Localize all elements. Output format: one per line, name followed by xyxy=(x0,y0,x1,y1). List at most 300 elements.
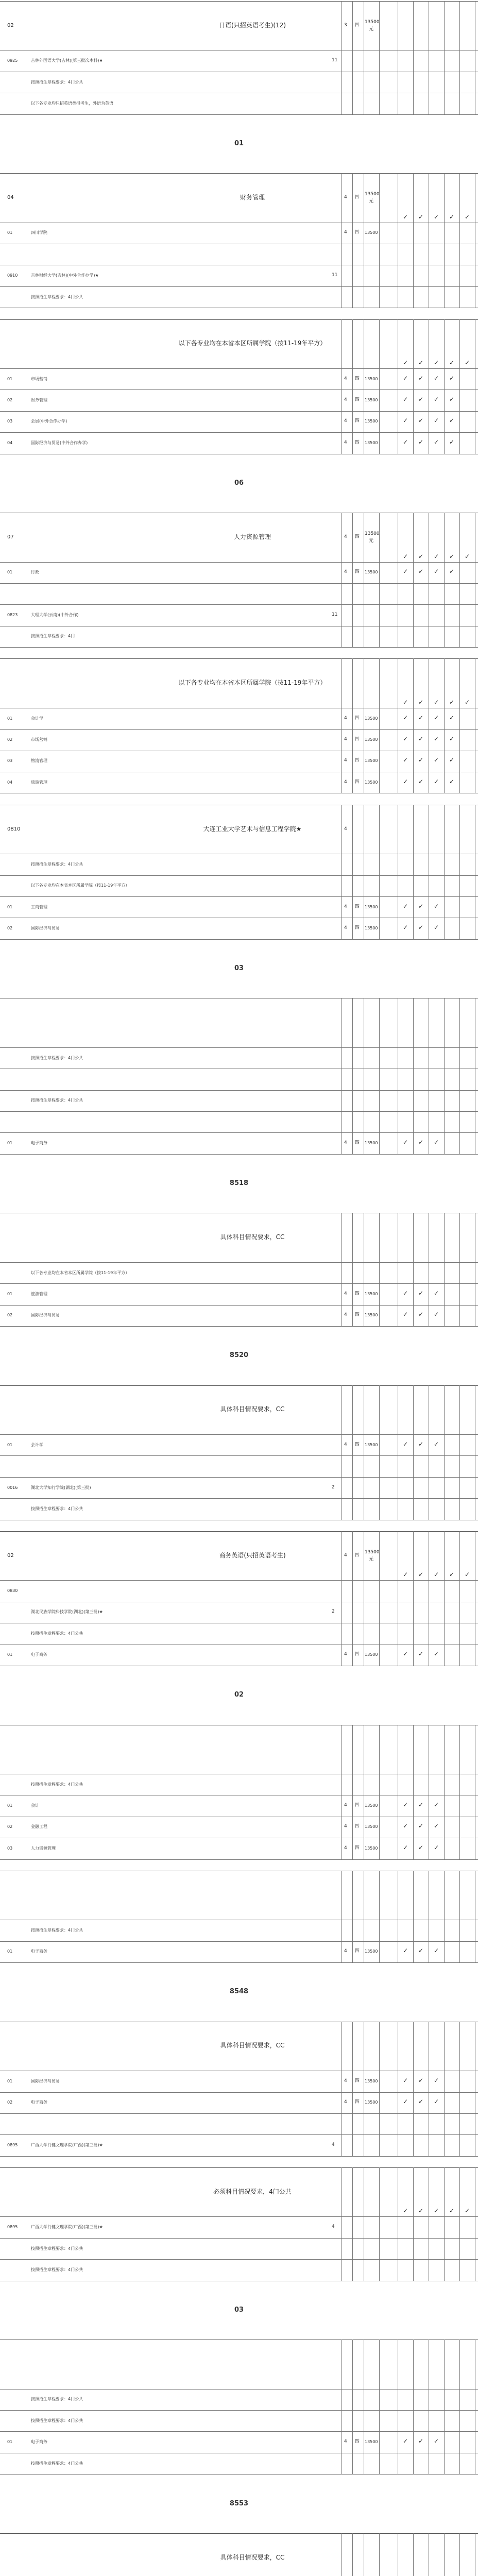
row-name: 按照招生章程要求：4门公共 xyxy=(31,2246,83,2251)
row-name: 金融工程 xyxy=(31,1824,47,1829)
row-check-mark: ✓ xyxy=(418,2098,424,2106)
row-code: 03 xyxy=(7,1845,13,1851)
row-name: 以下各专业均只招英语类报考生，外语为英语 xyxy=(31,100,113,106)
row-name: 广西大学行健文理学院(广西)(第三批)★ xyxy=(31,2143,103,2148)
table-block xyxy=(0,805,478,939)
row-years: 4 xyxy=(344,2099,347,2105)
row-type: 四 xyxy=(355,2078,360,2083)
header-title: 具体科目情况要求，CC xyxy=(220,2042,285,2049)
table-block xyxy=(0,2340,478,2474)
row-name: 会计学 xyxy=(31,1442,43,1447)
header-check-mark: ✓ xyxy=(465,552,470,560)
row-code: 0925 xyxy=(7,58,18,63)
table-header-row xyxy=(0,1871,478,1920)
row-check-mark: ✓ xyxy=(403,1289,408,1297)
row-name: 会计 xyxy=(31,1803,39,1808)
row-count: 11 xyxy=(332,273,338,278)
row-code: 01 xyxy=(7,1442,13,1447)
section-banner xyxy=(0,2486,478,2522)
row-fee: 13500 xyxy=(365,1291,378,1296)
row-check-mark: ✓ xyxy=(434,924,439,931)
header-title: 具体科目情况要求，CC xyxy=(220,1405,285,1413)
row-name: 旅游管理 xyxy=(31,1291,47,1296)
row-check-mark: ✓ xyxy=(403,735,408,743)
row-type: 四 xyxy=(355,397,360,403)
row-check-mark: ✓ xyxy=(418,417,424,425)
row-code: 01 xyxy=(7,904,13,909)
table-row xyxy=(0,1580,478,1602)
banner-code: 8553 xyxy=(229,2499,249,2507)
header-check-mark: ✓ xyxy=(449,2207,455,2215)
header-fee: 13500 xyxy=(365,19,380,25)
row-check-mark: ✓ xyxy=(449,735,455,743)
table-block xyxy=(0,319,478,454)
row-code: 02 xyxy=(7,737,13,742)
header-check-mark: ✓ xyxy=(418,213,424,221)
row-check-mark: ✓ xyxy=(418,1947,424,1955)
header-code: 07 xyxy=(7,534,14,540)
row-check-mark: ✓ xyxy=(434,417,439,425)
row-name: 按照招生章程要求：4门公共 xyxy=(31,1631,83,1636)
row-name: 按照招生章程要求：4门公共 xyxy=(31,1055,83,1060)
row-name: 会展(中外合作办学) xyxy=(31,419,67,424)
banner-code: 8548 xyxy=(229,1988,249,1996)
row-name: 旅游管理 xyxy=(31,779,47,785)
row-check-mark: ✓ xyxy=(434,2098,439,2106)
row-check-mark: ✓ xyxy=(403,924,408,931)
row-name: 大理大学(云南)(中外合作) xyxy=(31,613,79,618)
row-fee: 13500 xyxy=(365,419,378,424)
table-block xyxy=(0,658,478,793)
row-name: 按照招生章程要求：4门公共 xyxy=(31,2267,83,2272)
row-name: 按照招生章程要求：4门公共 xyxy=(31,294,83,299)
header-check-mark: ✓ xyxy=(465,359,470,367)
row-code: 01 xyxy=(7,376,13,381)
section-banner xyxy=(0,1974,478,2010)
row-name: 以下各专业均在本省本区所属学院（按11-19年平方） xyxy=(31,883,130,888)
row-fee: 13500 xyxy=(365,398,378,403)
row-years: 4 xyxy=(344,904,347,909)
row-name: 电子商务 xyxy=(31,1652,47,1657)
row-code: 01 xyxy=(7,1803,13,1808)
banner-code: 03 xyxy=(234,964,244,973)
row-years: 4 xyxy=(344,2439,347,2445)
row-check-mark: ✓ xyxy=(449,438,455,446)
row-fee: 13500 xyxy=(365,716,378,721)
table-block xyxy=(0,1385,478,1520)
row-check-mark: ✓ xyxy=(434,1289,439,1297)
header-code: 02 xyxy=(7,1552,14,1558)
header-check-mark: ✓ xyxy=(418,552,424,560)
banner-code: 03 xyxy=(234,2306,244,2314)
table-header-row xyxy=(0,1725,478,1774)
row-type: 四 xyxy=(355,1845,360,1851)
row-fee: 13500 xyxy=(365,2100,378,2105)
header-check-mark: ✓ xyxy=(465,213,470,221)
row-type: 四 xyxy=(355,715,360,721)
row-code: 01 xyxy=(7,2078,13,2083)
row-type: 四 xyxy=(355,1652,360,1657)
row-name: 电子商务 xyxy=(31,1141,47,1146)
header-fee-unit: 元 xyxy=(369,198,374,204)
row-type: 四 xyxy=(355,230,360,235)
header-check-mark: ✓ xyxy=(418,359,424,367)
table-block xyxy=(0,1531,478,1666)
row-code: 01 xyxy=(7,570,13,575)
row-years: 4 xyxy=(344,737,347,742)
row-name: 按照招生章程要求：4门公共 xyxy=(31,2461,83,2466)
row-check-mark: ✓ xyxy=(403,1650,408,1658)
row-check-mark: ✓ xyxy=(434,777,439,785)
row-check-mark: ✓ xyxy=(403,2437,408,2445)
row-type: 四 xyxy=(355,1312,360,1318)
row-fee: 13500 xyxy=(365,1824,378,1829)
row-fee: 13500 xyxy=(365,904,378,909)
row-name: 财务管理 xyxy=(31,398,47,403)
row-check-mark: ✓ xyxy=(403,2076,408,2084)
header-check-mark: ✓ xyxy=(434,2207,439,2215)
header-fee-unit: 元 xyxy=(369,538,374,544)
row-check-mark: ✓ xyxy=(418,1139,424,1146)
header-type: 四 xyxy=(355,22,360,28)
row-name: 物流管理 xyxy=(31,758,47,764)
row-count: 4 xyxy=(332,2142,335,2148)
row-years: 4 xyxy=(344,925,347,931)
table-row xyxy=(0,2113,478,2135)
row-code: 01 xyxy=(7,1949,13,1954)
row-years: 4 xyxy=(344,1442,347,1447)
table-row xyxy=(0,244,478,265)
header-title: 人力资源管理 xyxy=(233,533,271,540)
row-fee: 13500 xyxy=(365,1803,378,1808)
header-check-mark: ✓ xyxy=(449,1571,455,1579)
row-code: 04 xyxy=(7,779,13,785)
row-years: 4 xyxy=(344,418,347,424)
row-count: 2 xyxy=(332,1484,335,1490)
header-code: 02 xyxy=(7,22,14,28)
row-check-mark: ✓ xyxy=(418,438,424,446)
row-check-mark: ✓ xyxy=(434,714,439,721)
header-check-mark: ✓ xyxy=(449,213,455,221)
row-check-mark: ✓ xyxy=(434,374,439,382)
row-check-mark: ✓ xyxy=(434,756,439,764)
row-fee: 13500 xyxy=(365,440,378,445)
banner-code: 01 xyxy=(234,139,244,147)
row-name: 会计学 xyxy=(31,716,43,721)
header-type: 四 xyxy=(355,194,360,200)
header-check-mark: ✓ xyxy=(403,1571,408,1579)
row-count: 11 xyxy=(332,612,338,618)
row-type: 四 xyxy=(355,569,360,575)
row-check-mark: ✓ xyxy=(418,1822,424,1830)
row-fee: 13500 xyxy=(365,1845,378,1851)
table-block xyxy=(0,1725,478,1859)
section-banner xyxy=(0,1165,478,1201)
row-check-mark: ✓ xyxy=(434,568,439,575)
header-check-mark: ✓ xyxy=(465,698,470,706)
row-type: 四 xyxy=(355,2439,360,2445)
header-check-mark: ✓ xyxy=(418,2207,424,2215)
row-name: 按照招生章程要求：4门公共 xyxy=(31,1928,83,1933)
row-type: 四 xyxy=(355,439,360,445)
row-type: 四 xyxy=(355,1291,360,1296)
row-years: 4 xyxy=(344,376,347,381)
row-check-mark: ✓ xyxy=(403,1311,408,1318)
row-code: 02 xyxy=(7,1313,13,1318)
row-code: 01 xyxy=(7,1652,13,1657)
row-check-mark: ✓ xyxy=(403,438,408,446)
row-years: 4 xyxy=(344,1291,347,1296)
row-years: 4 xyxy=(344,1140,347,1146)
section-banner xyxy=(0,951,478,987)
row-years: 4 xyxy=(344,2078,347,2083)
row-name: 四川学院 xyxy=(31,230,47,235)
row-years: 4 xyxy=(344,439,347,445)
row-type: 四 xyxy=(355,737,360,742)
row-years: 4 xyxy=(344,230,347,235)
header-check-mark: ✓ xyxy=(465,1571,470,1579)
row-fee: 13500 xyxy=(365,1442,378,1447)
header-title: 必须科目情况要求，4门公共 xyxy=(213,2188,292,2195)
banner-code: 8520 xyxy=(229,1351,249,1360)
row-check-mark: ✓ xyxy=(418,735,424,743)
row-name: 市场营销 xyxy=(31,737,47,742)
header-check-mark: ✓ xyxy=(418,1571,424,1579)
row-name: 市场营销 xyxy=(31,376,47,381)
row-name: 按照招生章程要求：4门公共 xyxy=(31,1098,83,1103)
row-check-mark: ✓ xyxy=(434,396,439,403)
header-check-mark: ✓ xyxy=(465,2207,470,2215)
header-years: 4 xyxy=(344,194,347,200)
table-block xyxy=(0,2167,478,2281)
section-banner xyxy=(0,2292,478,2328)
header-check-mark: ✓ xyxy=(449,552,455,560)
row-check-mark: ✓ xyxy=(403,1843,408,1851)
table-row xyxy=(0,1455,478,1477)
row-code: 02 xyxy=(7,2100,13,2105)
row-check-mark: ✓ xyxy=(434,1801,439,1809)
row-check-mark: ✓ xyxy=(418,1311,424,1318)
row-code: 0895 xyxy=(7,2225,18,2230)
row-check-mark: ✓ xyxy=(418,1289,424,1297)
row-fee: 13500 xyxy=(365,2078,378,2083)
header-check-mark: ✓ xyxy=(418,698,424,706)
row-check-mark: ✓ xyxy=(434,1822,439,1830)
header-check-mark: ✓ xyxy=(434,552,439,560)
header-years: 4 xyxy=(344,826,347,832)
row-check-mark: ✓ xyxy=(449,777,455,785)
header-title: 以下各专业均在本省本区所属学院（按11-19年平方） xyxy=(178,679,327,687)
row-check-mark: ✓ xyxy=(449,714,455,721)
row-check-mark: ✓ xyxy=(403,1440,408,1448)
row-fee: 13500 xyxy=(365,758,378,764)
row-check-mark: ✓ xyxy=(403,1822,408,1830)
row-check-mark: ✓ xyxy=(418,756,424,764)
row-check-mark: ✓ xyxy=(418,1801,424,1809)
row-check-mark: ✓ xyxy=(418,396,424,403)
row-fee: 13500 xyxy=(365,1652,378,1657)
banner-code: 8518 xyxy=(229,1179,249,1188)
header-check-mark: ✓ xyxy=(434,359,439,367)
row-type: 四 xyxy=(355,1948,360,1954)
row-fee: 13500 xyxy=(365,1949,378,1954)
header-check-mark: ✓ xyxy=(403,552,408,560)
row-type: 四 xyxy=(355,925,360,931)
row-check-mark: ✓ xyxy=(434,735,439,743)
row-type: 四 xyxy=(355,904,360,909)
banner-code: 02 xyxy=(234,1691,244,1699)
table-row xyxy=(0,1069,478,1090)
row-code: 0016 xyxy=(7,1485,18,1490)
row-name: 按照招生章程要求：4门公共 xyxy=(31,79,83,84)
header-title: 大连工业大学艺术与信息工程学院★ xyxy=(203,825,302,833)
table-row xyxy=(0,223,478,244)
row-years: 4 xyxy=(344,569,347,575)
row-check-mark: ✓ xyxy=(403,1801,408,1809)
header-years: 4 xyxy=(344,1552,347,1558)
row-check-mark: ✓ xyxy=(449,568,455,575)
row-count: 2 xyxy=(332,1609,335,1615)
section-banner xyxy=(0,126,478,162)
header-check-mark: ✓ xyxy=(434,213,439,221)
row-name: 国际经济与贸易 xyxy=(31,1313,60,1318)
row-check-mark: ✓ xyxy=(449,396,455,403)
header-years: 3 xyxy=(344,22,347,28)
row-years: 4 xyxy=(344,1845,347,1851)
header-fee: 13500 xyxy=(365,531,380,536)
row-check-mark: ✓ xyxy=(403,1947,408,1955)
table-block xyxy=(0,2533,478,2576)
header-fee-unit: 元 xyxy=(369,1556,374,1562)
row-name: 按照招生章程要求：4门公共 xyxy=(31,2418,83,2423)
row-check-mark: ✓ xyxy=(403,2098,408,2106)
row-name: 国际经济与贸易 xyxy=(31,2078,60,2083)
row-check-mark: ✓ xyxy=(418,2437,424,2445)
row-check-mark: ✓ xyxy=(418,568,424,575)
row-check-mark: ✓ xyxy=(449,756,455,764)
row-check-mark: ✓ xyxy=(403,756,408,764)
section-banner xyxy=(0,465,478,501)
row-check-mark: ✓ xyxy=(449,374,455,382)
row-check-mark: ✓ xyxy=(418,902,424,910)
table-block xyxy=(0,1871,478,1962)
row-code: 01 xyxy=(7,716,13,721)
header-check-mark: ✓ xyxy=(403,213,408,221)
header-code: 0810 xyxy=(7,826,21,832)
row-years: 4 xyxy=(344,1948,347,1954)
row-name: 按照招生章程要求：4门公共 xyxy=(31,1506,83,1511)
row-type: 四 xyxy=(355,376,360,381)
row-name: 工商管理 xyxy=(31,904,47,909)
header-title: 财务管理 xyxy=(240,193,265,201)
header-type: 四 xyxy=(355,534,360,539)
row-code: 02 xyxy=(7,1824,13,1829)
row-check-mark: ✓ xyxy=(434,1650,439,1658)
row-check-mark: ✓ xyxy=(434,1947,439,1955)
row-years: 4 xyxy=(344,779,347,785)
header-check-mark: ✓ xyxy=(403,2207,408,2215)
row-count: 11 xyxy=(332,58,338,63)
row-fee: 13500 xyxy=(365,2439,378,2445)
header-check-mark: ✓ xyxy=(403,359,408,367)
row-check-mark: ✓ xyxy=(403,417,408,425)
row-check-mark: ✓ xyxy=(403,396,408,403)
row-check-mark: ✓ xyxy=(418,1650,424,1658)
row-check-mark: ✓ xyxy=(449,417,455,425)
banner-code: 06 xyxy=(234,479,244,487)
row-code: 04 xyxy=(7,440,13,445)
row-code: 0910 xyxy=(7,273,18,278)
header-code: 04 xyxy=(7,194,14,200)
row-fee: 13500 xyxy=(365,230,378,235)
row-type: 四 xyxy=(355,758,360,764)
row-type: 四 xyxy=(355,1803,360,1808)
row-type: 四 xyxy=(355,1824,360,1829)
row-fee: 13500 xyxy=(365,1141,378,1146)
row-check-mark: ✓ xyxy=(434,438,439,446)
row-check-mark: ✓ xyxy=(434,1440,439,1448)
row-check-mark: ✓ xyxy=(418,714,424,721)
row-fee: 13500 xyxy=(365,1313,378,1318)
table-block xyxy=(0,2022,478,2156)
row-years: 4 xyxy=(344,715,347,721)
table-header-row xyxy=(0,998,478,1047)
row-name: 按照招生章程要求：4门公共 xyxy=(31,861,83,867)
header-type: 四 xyxy=(355,1552,360,1558)
header-title: 以下各专业均在本省本区所属学院（按11-19年平方） xyxy=(178,340,327,347)
header-title: 具体科目情况要求，CC xyxy=(220,2553,285,2561)
row-code: 0895 xyxy=(7,2143,18,2148)
table-block xyxy=(0,173,478,308)
table-block xyxy=(0,998,478,1154)
header-fee-unit: 元 xyxy=(369,26,374,32)
header-title: 商务英语(只招英语考生) xyxy=(219,1551,286,1559)
row-name: 广西大学行健文理学院(广西)(第三批)★ xyxy=(31,2225,103,2230)
row-code: 01 xyxy=(7,1291,13,1296)
row-check-mark: ✓ xyxy=(418,374,424,382)
row-fee: 13500 xyxy=(365,376,378,381)
row-type: 四 xyxy=(355,1140,360,1146)
header-check-mark: ✓ xyxy=(449,359,455,367)
row-check-mark: ✓ xyxy=(403,714,408,721)
row-check-mark: ✓ xyxy=(403,902,408,910)
header-title: 具体科目情况要求，CC xyxy=(220,1233,285,1241)
row-code: 0823 xyxy=(7,613,18,618)
row-name: 吉林外国语大学(吉林)(第三批次本科)★ xyxy=(31,58,103,63)
row-years: 4 xyxy=(344,758,347,764)
row-count: 4 xyxy=(332,2224,335,2230)
row-code: 03 xyxy=(7,419,13,424)
header-check-mark: ✓ xyxy=(434,698,439,706)
row-fee: 13500 xyxy=(365,570,378,575)
row-fee: 13500 xyxy=(365,926,378,931)
row-name: 吉林财经大学(吉林)(中外合作办学)★ xyxy=(31,273,99,278)
row-name: 电子商务 xyxy=(31,2439,47,2445)
row-type: 四 xyxy=(355,418,360,424)
row-name: 按照招生章程要求：4门 xyxy=(31,634,75,639)
row-name: 按照招生章程要求：4门公共 xyxy=(31,2397,83,2402)
header-fee: 13500 xyxy=(365,191,380,197)
row-code: 03 xyxy=(7,758,13,764)
row-check-mark: ✓ xyxy=(403,374,408,382)
table-block xyxy=(0,1,478,114)
row-check-mark: ✓ xyxy=(418,924,424,931)
row-check-mark: ✓ xyxy=(418,1440,424,1448)
header-check-mark: ✓ xyxy=(403,698,408,706)
row-name: 国际经济与贸易 xyxy=(31,926,60,931)
row-name: 湖北大学知行学院(湖北)(第三批) xyxy=(31,1485,91,1490)
row-fee: 13500 xyxy=(365,737,378,742)
